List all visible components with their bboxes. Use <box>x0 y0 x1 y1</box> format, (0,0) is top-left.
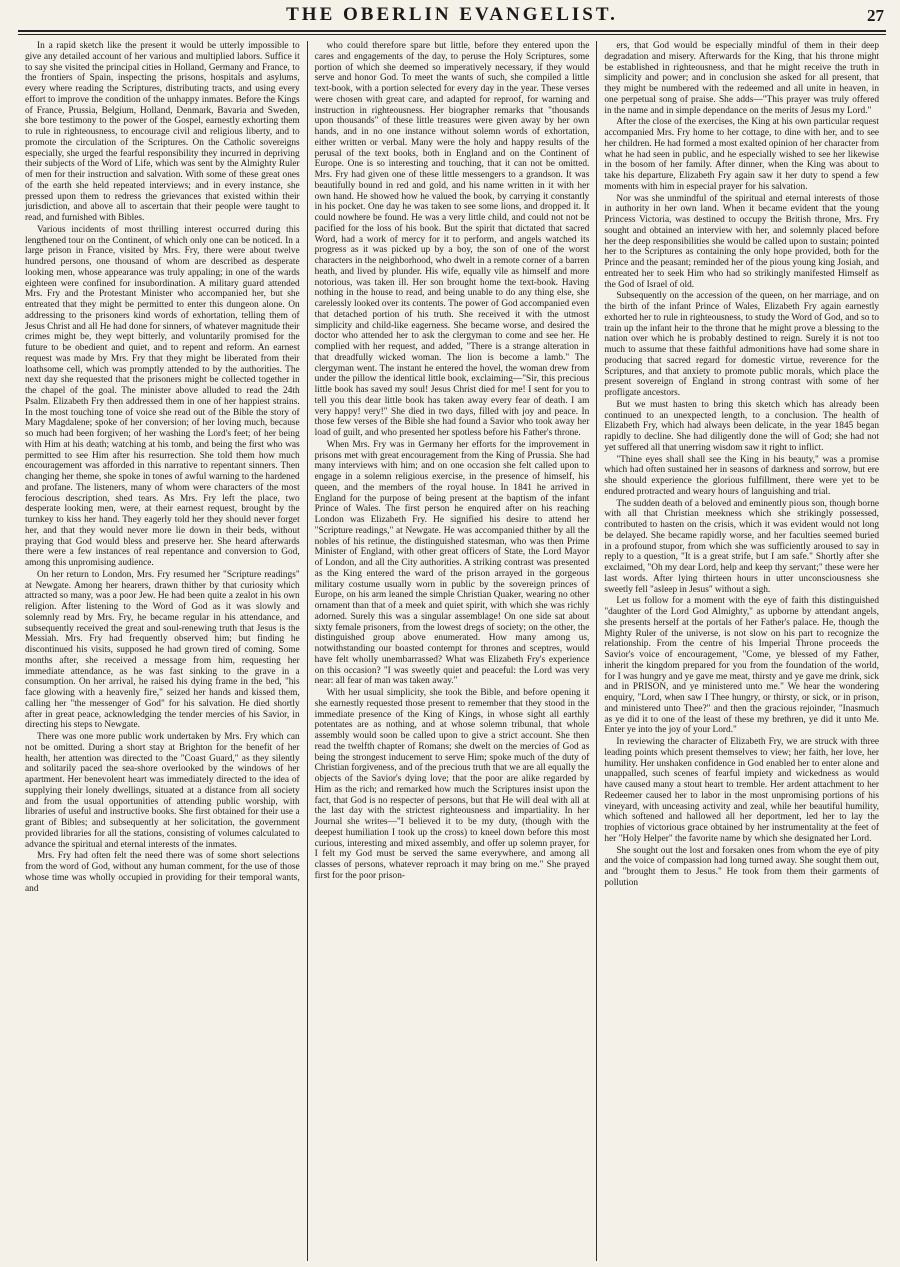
column-1 <box>18 41 307 1261</box>
paragraph: ers, that God would be especially mindful of them in their deep degradation and misery. Afterwards for the King, that his throne might be established in righteousness, and that he might receive the truth in simplicity and power; and in conclusion she asked for all present, that they might be numbered with the redeemed and all unite in heaven, in one perpetual song of praise. She adds—"This prayer was truly offered in the name and in simple dependance on the merits of Jesus my Lord." <box>604 41 880 116</box>
paragraph: After the close of the exercises, the King at his own particular request accompanied Mrs. Fry home to her cottage, to dine with her, and to see her children. He had formed a most exalted opinion of her character from what he had seen in public, and he especially wished to see her likewise in the bosom of her family. After dinner, when the King was about to take his departure, Elizabeth Fry again saw it her duty to spend a few moments with him in especial prayer for his salvation. <box>604 117 880 192</box>
header-rule <box>18 34 886 35</box>
paragraph: "Thine eyes shall shall see the King in his beauty," was a promise which had often sustained her in seasons of darkness and sorrow, but ere she should experience the glorious fulfillment, there were yet to be endured protracted and weary hours of languishing and trial. <box>604 454 880 497</box>
masthead-title: THE OBERLIN EVANGELIST. <box>286 4 618 25</box>
page-number: 27 <box>867 6 884 25</box>
paragraph: With her usual simplicity, she took the Bible, and before opening it she earnestly requested those present to remember that they stood in the immediate presence of the King of Kings, in whose sight all earthly potentates are as nothing, and at whose solemn tribunal, that whole assembly would soon be called upon to give a strict account. She then read the twelfth chapter of Romans; she dwelt on the mercies of God as being the strongest inducement to serve Him; spoke much of the duty of Christian forgiveness, and of the precious truth that we are all equally the objects of the Savior's dying love; that the poor are alike regarded by Him as the rich; and remarked how much the Scriptures insist upon the fact, that God is no respecter of persons, but that He will deal with all at the last day with the strictest righteousness and impartiality. In her Journal she writes—"I believed it to be my duty, (though with the deepest humiliation I took up the cross) to kneel down before this most curious, interesting and mixed assembly, and offer up solemn prayer, for I felt my God must be served the same everywhere, and among all classes of persons, whatever reproach it may bring on me." She prayed first for the poor prison- <box>314 688 590 881</box>
paragraph: She sought out the lost and forsaken ones from whom the eye of pity and the voice of compassion had long turned away. She sought them out, and "brought them to Jesus." He took from them their garments of pollution <box>604 845 880 888</box>
paragraph: But we must hasten to bring this sketch which has already been continued to an unexpected length, to a conclusion. The health of Elizabeth Fry, which had always been delicate, in the year 1845 began rapidly to decline. She had diligently done the will of God; she had not yet suffered all that unerring wisdom saw it right to inflict. <box>604 399 880 453</box>
paragraph: Various incidents of most thrilling interest occurred during this lengthened tour on the Continent, of which only one can be noticed. In a large prison in France, visited by Mrs. Fry, there were about twelve hundred persons, one thousand of whom are described as desperate looking men, whose appearance was truly appaling; in one of the wards eighteen were confined for insubordination. A military guard attended Mrs. Fry and the Protestant Minister who accompanied her, but she entreated that they might be permitted to enter this dungeon alone. On addressing to the prisoners kind words of exhortation, telling them of Jesus Christ and all He had done for sinners, of whatever magnitude their crimes might be, they wept bitterly, and voluntarily promised for the future to be obedient and quiet, and to repent and reform. An earnest request was made by Mrs. Fry that they might be liberated from their loathsome cell, which was promptly attended to by the authorities. The next day she requested that the prisoners might be collected together in the chapel of the goal. The minister above alluded to read the 24th Psalm. Elizabeth Fry then addressed them in one of her happiest strains. In the most touching tone of voice she read out of the Bible the story of Mary Magdalene; spoke of her conversion; of her loving much, because so much had been forgiven; of her washing the Lord's feet; of her being with Him at his death; watching at his tomb, and being the first who was permitted to see Him after his resurrection. She told them how much encouragement was afforded in this narrative to repentant sinners. Then changing her theme, she spoke in tones of awful warning to the hardened and profane. The listeners, many of whom were characters of the most ferocious description, shed tears. As Mrs. Fry left the place, two desperate looking men, were, at their earnest request, brought by the turnkey to kiss her hand. They eagerly told her they should never forget her, and that they would never more lie down in their beds, without praying that God would bless and preserve her. She heard afterwards there were a few instances of real repentance and conversion to God, among this unpromising audience. <box>25 224 300 568</box>
paragraph: Subsequently on the accession of the queen, on her marriage, and on the birth of the infant Prince of Wales, Elizabeth Fry again earnestly exhorted her to rule in righteousness, to study the Word of God, and so to train up the infant heir to the throne that he might prove a blessing to the nation over which he is probably destined to reign. Surely it is not too much to assume that these faithful admonitions have had some share in producing that sacred regard for domestic virtue, reverence for the Scriptures, and that anxiety to promote public morals, which place the present sovereign of England in strong contrast with some of her profligate ancestors. <box>604 291 880 398</box>
column-3 <box>596 41 886 1261</box>
paragraph: Mrs. Fry had often felt the need there was of some short selections from the word of God, without any human comment, for the use of those whose time was wholly occupied in providing for their temporal wants, and <box>25 851 300 894</box>
paragraph: The sudden death of a beloved and eminently pious son, though borne with all that Christian meekness which she strikingly possessed, contributed to hasten on the crisis, which it was evident would not long be delayed. She became rapidly worse, and her faculties seemed buried in a profound stupor, from which she was sufficiently aroused to say in reply to a question, "It is a great strife, but I am safe." Shortly after she exclaimed, "Oh my dear Lord, help and keep thy servant;" these were her last words. After lying thirteen hours in utter unconsciousness she sweetly fell "asleep in Jesus" without a sigh. <box>604 498 880 595</box>
paragraph: Nor was she unmindful of the spiritual and eternal interests of those in authority in her own land. When it became evident that the young Princess Victoria, was destined to occupy the British throne, Mrs. Fry sought and obtained an interview with her, and solemnly placed before her the deep responsibilities she would be called upon to sustain; pointed her to the Scriptures as containing the only hope provided, both for the Prince and the peasant; reminded her of the pious young king Josiah, and entreated her to seek Him who had so strikingly manifested Himself as the God of Israel of old. <box>604 193 880 290</box>
paragraph: When Mrs. Fry was in Germany her efforts for the improvement in prisons met with great encouragement from the King of Prussia. She had many interviews with him; and on one occasion she felt called upon to engage in a solemn religious exercise, in the presence of himself, his queen, and the members of the royal house. In 1841 he arrived in England for the purpose of being present at the baptism of the infant Prince of Wales. The first person he enquired after on his reaching London was Elizabeth Fry. He signified his desire to attend her "Scripture readings," at Newgate. He was accompanied thither by all the nobles of his retinue, the distinguished statesman, who was then Prime Minister of England, with other great officers of State, the Lord Mayor of London, and all the City authorities. A striking contrast was presented as the King entered the ward of the prison arrayed in the gorgeous military costume usually worn in public by the sovereign princes of Europe, on his arm leaned the simple Christian Quaker, wearing no other ornament than that of a meek and quiet spirit, with which she was richly adorned. Surely this was a singular assemblage! On one side sat about sixty female prisoners, from the lowest dregs of society; on the other, the distinguished group above enumerated. How many among us, notwithstanding our boasted contempt for thrones and sceptres, would have felt wholly unembarrassed? What was Elizabeth Fry's experience on this occasion? "I was sweetly quiet and peaceful: the Lord was very near: all fear of man was taken away." <box>314 439 590 687</box>
paragraph: There was one more public work undertaken by Mrs. Fry which can not be omitted. During a short stay at Brighton for the benefit of her health, her attention was directed to the "Coast Guard," as they silently and solitarily paced the sea-shore overlooked by the windows of her apartment. Her benevolent heart was immediately directed to the idea of supplying their lonely dwellings, situated at a distance from all society and from the usual opportunities of attending public worship, with libraries of useful and instructive books. She first obtained for their use a grant of Bibles; and subsequently at her solicitation, the government provided libraries for all the stations, consisting of volumes calculated to advance the spiritual and eternal interests of the inmates. <box>25 732 300 850</box>
paragraph: who could therefore spare but little, before they entered upon the cares and engagements of the day, to peruse the Holy Scriptures, some portion of which she deemed so imperatively necessary, if they would serve and honor God. To meet the wants of such, she compiled a little text-book, with a portion selected for every day in the year. These verses were chosen with great care, and adapted for reproof, for warning and instruction in righteousness. Her biographer remarks that "thousands upon thousands" of these little treasures were given away by her own hands, and in no one instance without solemn words of exhortation, either written or verbal. Many were the holy and happy results of the perusal of the text books, both in England and on the Continent of Europe. One is so interesting and touching, that it can not be omitted. Mrs. Fry had given one of these little messengers to a grandson. It was beautifully bound in red and gold, and his name written in it with her own hand. He showed how he valued the book, by carrying it constantly in his pocket. One day he was taken to see some lions, and dropped it. It could nowhere be found. He was a very little child, and could not not be pacified for the loss of his book. But the spirit that dictated that sacred Word, had a work of mercy for it to perform, and angels watched its progress as it was picked up by a boy, the son of one of the worst characters in the neighborhood, who dwelt in a remote corner of a barren heath, and lived by plunder. His wife, equally vile as himself and more notorious, was taken ill. Her son brought home the text-book. Having nothing in the house to read, and being unable to do any thing else, she carelessly looked over its contents. The power of God accompanied even that detached portion of his truth. She received it with the utmost simplicity and child-like eagerness. She became worse, and desired the doctor who attended her to ask the clergyman to come and see her. He complied with her request, and added, "There is a strange alteration in that dreadfully wicked woman. The lion is become a lamb." The clergyman went. The instant he entered the hovel, the woman drew from under the pillow the identical little book, exclaiming—"Sir, this precious little book has saved my soul! Jesus Christ died for me! I sent for you to tell you this dear little book has taken away every fear of death. I am very happy! very!" She died in two days, filled with joy and peace. In those few verses of the Bible she had found a Savior who took away her load of guilt, and who presented her spotless before his Father's throne. <box>314 41 590 438</box>
article-columns <box>18 41 886 1261</box>
paragraph: On her return to London, Mrs. Fry resumed her "Scripture readings" at Newgate. Among her hearers, drawn thither by that curiosity which attracted so many, was a poor Jew. He had been quite a zealot in his own religion. After listening to the Word of God as it was slowly and solemnly read by Mrs. Fry, he became regular in his attendance, and subsequently received the great and soul-renewing truth that Jesus is the Messiah. Mrs. Fry had frequently observed him; but finding he discontinued his visits, supposed he had grown tired of coming. Some months after, she received a message from him, requesting her immediate attendance, as he was fast sinking to the grave in a consumption. On her arrival, he raised his dying frame in the bed, "his face glowing with a heavenly fire," seized her hands and kissed them, calling her "the messenger of God" for his salvation. He died shortly after in great peace, acknowledging the tender mercies of his Savior, in directing his steps to Newgate. <box>25 569 300 731</box>
page-header <box>18 0 886 32</box>
column-2 <box>307 41 597 1261</box>
paragraph: Let us follow for a moment with the eye of faith this distinguished "daughter of the Lord God Almighty," as upborne by attendant angels, she presents herself at the portals of her Father's palace. He, though the Mighty Ruler of the universe, is not slow on his part to recognize the relationship. From the centre of his Imperial Throne proceeds the Savior's voice of encouragement, "Come, ye blessed of my Father, inherit the kingdom prepared for you from the foundation of the world, for I was hungry and ye gave me meat, thirsty and ye gave me drink, sick and in PRISON, and ye ministered unto me." We hear the wondering enquiry, "Lord, when saw I Thee hungry, or thirsty, or sick, or in prison, and ministered unto Thee?" and then the gracious rejoinder, "Inasmuch as ye did it to one of the least of these my brethren, ye did it unto Me. Enter ye into the joy of your Lord." <box>604 596 880 736</box>
paragraph: In reviewing the character of Elizabeth Fry, we are struck with three leading points which present themselves to view; her faith, her love, her humility. Her unshaken confidence in God enabled her to enter alone and unappalled, such scenes of fearful impiety and wickedness as would have caused many a stout heart to tremble. Her ardent attachment to her Redeemer caused her to labor in the most unpromising portions of his vineyard, with unceasing activity and zeal, while her beautiful humility, which softened and hallowed all her deportment, led her to lay the trophies of victorious grace obtained by her instrumentality at the feet of her "Holy Helper" the favorite name by which she designated her Lord. <box>604 737 880 844</box>
paragraph: In a rapid sketch like the present it would be utterly impossible to give any detailed account of her various and multiplied labors. Suffice it to say she visited the principal cities in Holland, Germany and France, to the frontiers of Spain, inspecting the prisons, hospitals and asylums, every where reading the Scriptures, distributing tracts, and using every effort to improve the condition of the unhappy inmates. Before the Kings of France, Prussia, Belgium, Holland, Denmark, Bavaria and Sweden, she bore testimony to the power of the Gospel, earnestly exhorting them to rule in righteousness, to encourage civil and religious liberty, and to promote the circulation of the Scriptures. On the Catholic sovereigns especially, she urged the fearful responsibility they incurred in depriving their subjects of the Word of Life, which was sent by the Almighty Ruler of men for their instruction and salvation. With some of these great ones of the earth she held repeated interviews; and in every instance, she pressed upon them to redress the grievances that existed within their jurisdiction, and above all to ascertain that their people were taught to read, and furnished with Bibles. <box>25 41 300 223</box>
